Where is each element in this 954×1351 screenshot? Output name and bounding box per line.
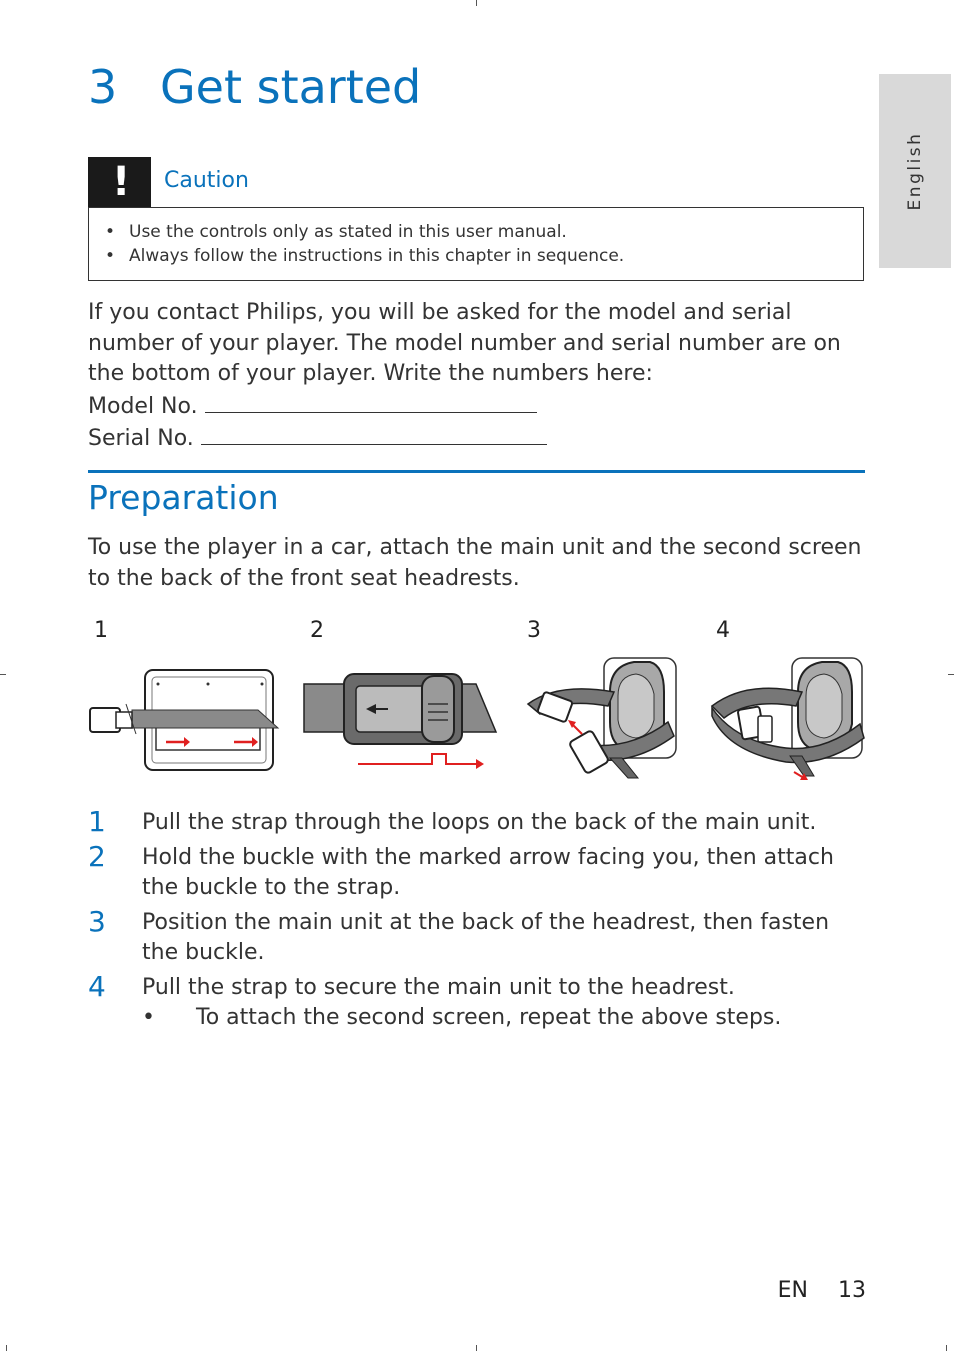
intro-paragraph: If you contact Philips, you will be asked for the model and serial number of your player. The model number and serial number are on the bottom of your player. Write the numbers here: — [88, 300, 841, 386]
step-text: Position the main unit at the back of the headrest, then fasten the buckle. — [142, 909, 830, 965]
step-text: Hold the buckle with the marked arrow facing you, then attach the buckle to the strap. — [142, 844, 834, 900]
model-label: Model No. — [88, 393, 198, 419]
chapter-title: Get started — [160, 60, 422, 114]
illustration-headrest-open — [518, 652, 682, 782]
language-tab-label: English — [905, 131, 925, 211]
steps-list — [88, 805, 868, 1038]
illustration-strap-loops — [86, 664, 280, 774]
illustration-headrest-fastened — [706, 652, 868, 782]
section-divider — [88, 470, 865, 473]
caution-item: • Use the controls only as stated in this user manual. — [105, 220, 863, 244]
crop-mark — [476, 0, 477, 6]
step-number: 3 — [88, 904, 106, 938]
section-text: To use the player in a car, attach the main unit and the second screen to the back of the front seat headrests. — [88, 535, 862, 591]
figure-label-2: 2 — [310, 618, 324, 643]
step-number: 2 — [88, 839, 106, 873]
red-arrow-icon — [568, 720, 582, 734]
chapter-heading — [88, 60, 421, 114]
step-item — [88, 805, 868, 839]
page-footer — [778, 1278, 866, 1303]
crop-mark — [946, 1345, 947, 1351]
illustration-buckle — [300, 664, 500, 774]
figure-label-1: 1 — [94, 618, 108, 643]
model-number-line — [88, 390, 868, 423]
step-number: 4 — [88, 969, 106, 1003]
step-item — [88, 969, 868, 1034]
step-item — [88, 839, 868, 904]
crop-mark — [948, 674, 954, 675]
chapter-number: 3 — [88, 60, 118, 114]
serial-number-field[interactable] — [201, 422, 547, 445]
page-number: 13 — [838, 1278, 866, 1303]
exclamation-icon: ! — [112, 159, 131, 205]
step-item — [88, 904, 868, 969]
serial-label: Serial No. — [88, 426, 194, 451]
serial-number-line — [88, 422, 868, 455]
crop-mark — [476, 1345, 477, 1351]
caution-item: • Always follow the instructions in this chapter in sequence. — [105, 244, 863, 268]
crop-mark — [6, 1345, 7, 1351]
model-number-field[interactable] — [205, 390, 537, 413]
section-title: Preparation — [88, 478, 279, 517]
footer-language: EN — [777, 1278, 808, 1303]
figure-label-4: 4 — [716, 618, 730, 643]
intro-text — [88, 298, 868, 455]
step-text: Pull the strap through the loops on the back of the main unit. — [142, 810, 817, 835]
language-tab — [879, 74, 951, 268]
caution-title: Caution — [164, 168, 249, 193]
red-arrow-icon — [358, 754, 484, 769]
caution-box — [88, 207, 864, 281]
step-text: Pull the strap to secure the main unit to the headrest. — [142, 974, 735, 1000]
step-number: 1 — [88, 805, 106, 838]
caution-icon-block — [88, 157, 151, 207]
figure-label-3: 3 — [527, 618, 541, 643]
crop-mark — [0, 674, 6, 675]
sub-bullet: • To attach the second screen, repeat the above steps. — [142, 1003, 868, 1034]
